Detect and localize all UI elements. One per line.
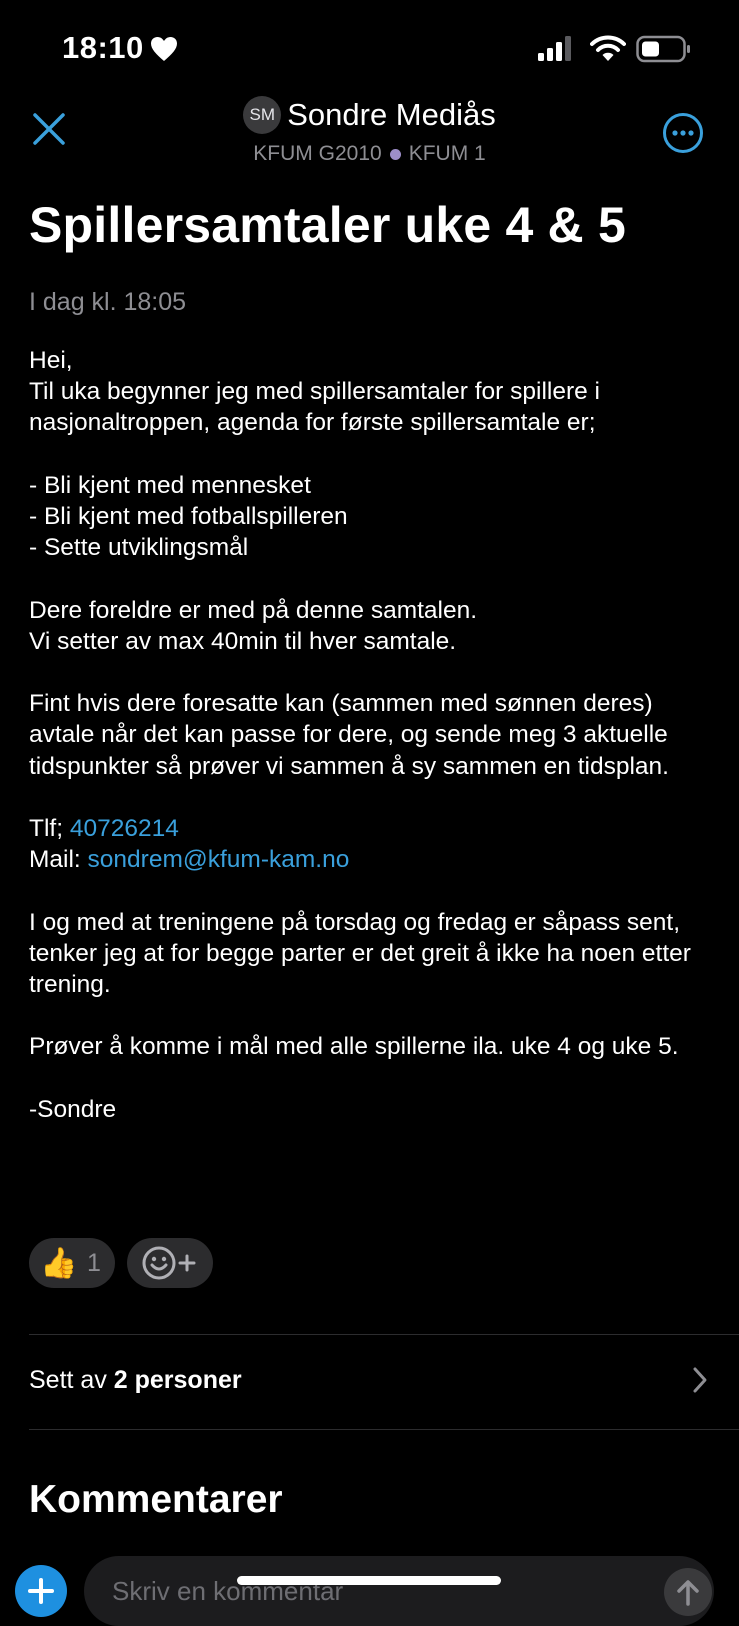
intro-text: Til uka begynner jeg med spillersamtaler for spillere i nasjonaltroppen, agenda for første spillersamtale er; (29, 378, 601, 437)
add-reaction-button[interactable] (127, 1238, 213, 1288)
team-dot-icon (390, 149, 401, 160)
post-timestamp: I dag kl. 18:05 (29, 288, 187, 316)
agenda-item: - Bli kjent med mennesket (29, 471, 311, 499)
arrow-up-icon (664, 1568, 712, 1616)
reaction-count: 1 (87, 1248, 101, 1277)
chevron-right-icon (689, 1365, 711, 1395)
training-text: I og med at treningene på torsdag og fredag er såpass sent, tenker jeg at for begge parter er det greit å ikke ha noen etter trening. (29, 908, 691, 998)
home-indicator (237, 1576, 501, 1585)
phone-label: Tlf; (29, 814, 70, 842)
agenda-item: - Bli kjent med fotballspilleren (29, 503, 348, 530)
post-title: Spillersamtaler uke 4 & 5 (29, 197, 626, 253)
send-button[interactable] (664, 1568, 712, 1616)
signature: -Sondre (29, 1095, 117, 1123)
seen-count: 2 personer (113, 1365, 242, 1394)
add-reaction-icon (141, 1245, 199, 1281)
phone-link[interactable]: 40726214 (69, 814, 179, 842)
plus-icon (15, 1565, 67, 1617)
mail-line (29, 844, 719, 875)
status-bar (0, 0, 739, 100)
add-attachment-button[interactable] (15, 1565, 67, 1617)
signal-icon (538, 36, 578, 62)
post-body (29, 345, 719, 1125)
thumbs-up-reaction[interactable] (29, 1238, 115, 1288)
post-header (0, 96, 739, 166)
divider (29, 1429, 739, 1430)
seen-by-text (29, 1366, 242, 1395)
parents-text: Dere foreldre er med på denne samtalen. (29, 596, 478, 624)
greeting: Hei, (29, 347, 73, 374)
team-name: KFUM 1 (408, 142, 486, 165)
author-row[interactable] (243, 96, 496, 134)
status-time: 18:10 (62, 30, 144, 65)
mail-label: Mail: (29, 846, 88, 874)
seen-prefix: Sett av (29, 1365, 114, 1394)
more-options-button[interactable] (662, 112, 704, 154)
mail-link[interactable]: sondrem@kfum-kam.no (87, 846, 350, 874)
agenda-item: - Sette utviklingsmål (29, 534, 249, 562)
goal-text: Prøver å komme i mål med alle spillerne ila. uke 4 og uke 5. (29, 1033, 679, 1061)
comments-heading: Kommentarer (29, 1478, 283, 1521)
seen-by-row[interactable] (29, 1358, 711, 1402)
duration-text: Vi setter av max 40min til hver samtale. (29, 627, 457, 655)
wifi-icon (590, 34, 626, 62)
divider (29, 1334, 739, 1335)
phone-line (29, 813, 719, 844)
avatar[interactable]: SM (243, 96, 281, 134)
heart-icon (150, 36, 178, 62)
thumbs-up-icon: 👍 (40, 1246, 78, 1280)
author-name[interactable]: Sondre Mediås (287, 97, 496, 132)
comment-input[interactable] (84, 1556, 714, 1626)
group-info (253, 142, 485, 166)
battery-icon (636, 35, 692, 63)
group-name: KFUM G2010 (253, 142, 382, 165)
schedule-text: Fint hvis dere foresatte kan (sammen med sønnen deres) avtale når det kan passe for dere, og sende meg 3 aktuelle tidspunkter så prøver vi sammen å sy sammen en tidsplan. (29, 690, 669, 780)
